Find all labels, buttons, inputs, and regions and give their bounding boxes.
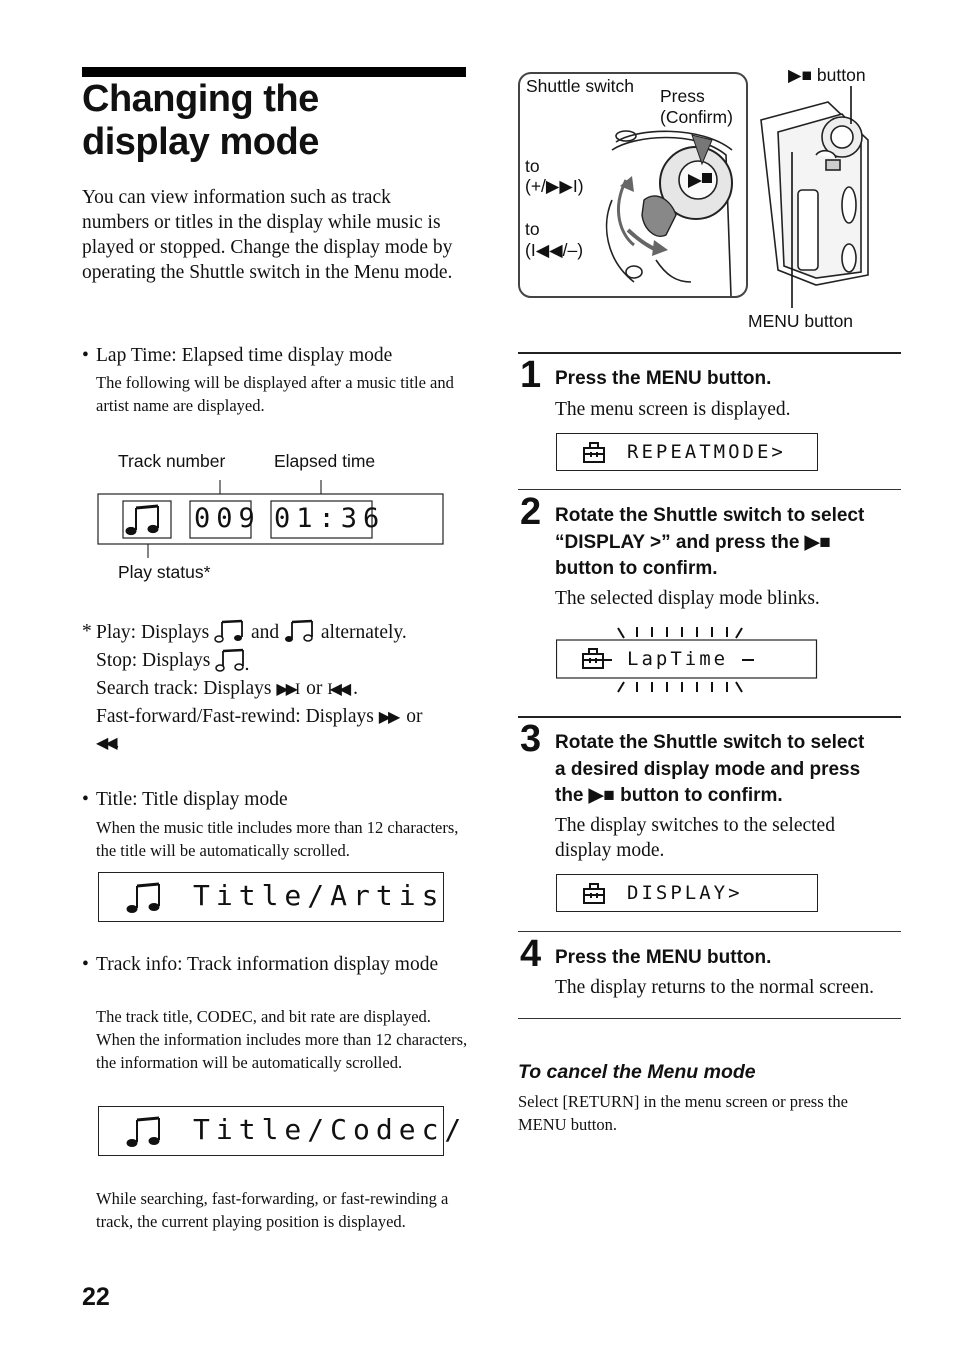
step-4-body: The display returns to the normal screen. — [555, 977, 874, 998]
lap-time-desc: The following will be displayed after a music title and artist name are displayed. — [96, 373, 454, 415]
step-2-body: The selected display mode blinks. — [555, 588, 820, 609]
steps-end-rule — [518, 1018, 901, 1019]
label-elapsed-time: Elapsed time — [274, 451, 376, 471]
step-2-number: 2 — [520, 491, 542, 533]
step-3-lcd — [556, 874, 818, 912]
title-lcd-text: Title/Artis — [193, 879, 445, 912]
title-rule — [82, 67, 466, 77]
step-1-lcd — [556, 433, 818, 471]
label-to-plus: to — [525, 156, 540, 176]
footnote: * Play: Displays and alternately. Stop: Displays Search track: Displays ▶▶I or I◀◀ . Fast-forward/Fast-rewind: Displays ▶▶ or ◀◀. — [82, 621, 423, 753]
prev-track-icon: I◀◀ — [327, 681, 349, 698]
lap-time-lcd-graphic — [96, 476, 448, 566]
title-mode-bullet: • Title: Title display mode — [82, 789, 288, 810]
step-2-rule — [518, 489, 901, 490]
label-play-stop-button: ▶■ button — [788, 65, 866, 85]
step-3-rule — [518, 716, 901, 718]
lap-time-bullet: • Lap Time: Elapsed time display mode — [82, 345, 393, 366]
step-1-number: 1 — [520, 354, 542, 396]
step-1-lcd-text: REPEATMODE> — [627, 441, 786, 463]
step-3-lcd-text: DISPLAY> — [627, 882, 743, 904]
music-note-icon — [125, 1115, 165, 1149]
note-icon-b — [284, 619, 316, 643]
label-plus-next: (+/▶▶I) — [525, 176, 584, 196]
cancel-heading: To cancel the Menu mode — [518, 1061, 756, 1083]
lcd-track-number: 009 — [194, 503, 261, 534]
step-1-rule — [518, 352, 901, 354]
label-play-status: Play status* — [118, 562, 211, 582]
fast-rewind-icon: ◀◀ — [96, 735, 115, 752]
title-lcd — [98, 872, 444, 922]
step-3-number: 3 — [520, 718, 542, 760]
step-4-rule — [518, 931, 901, 932]
label-minus-prev: (I◀◀/–) — [525, 240, 584, 260]
step-1-body: The menu screen is displayed. — [555, 399, 791, 420]
step-3-body: The display switches to the selected display mode. — [555, 815, 835, 861]
step-1-heading: Press the MENU button. — [555, 368, 772, 389]
track-info-lcd — [98, 1106, 468, 1156]
step-4-heading: Press the MENU button. — [555, 947, 772, 968]
label-menu-button: MENU button — [748, 311, 854, 331]
fast-forward-icon: ▶▶ — [378, 709, 398, 726]
step-3-heading: Rotate the Shuttle switch to select a desired display mode and press the ▶■ button to confirm. — [555, 732, 865, 806]
track-info-desc: The track title, CODEC, and bit rate are displayed. When the information includes more than 12 characters, the information will be automatically scrolled. — [96, 1007, 468, 1072]
label-shuttle-switch: Shuttle switch — [526, 76, 634, 96]
track-info-lcd-text: Title/Codec/ — [193, 1113, 468, 1146]
next-track-icon: ▶▶I — [276, 681, 298, 698]
label-confirm: (Confirm) — [660, 107, 733, 127]
label-track-number: Track number — [118, 451, 226, 471]
lcd-elapsed-time: 01:36 — [274, 503, 386, 534]
toolbox-icon — [582, 883, 606, 905]
intro-paragraph: You can view information such as track numbers or titles in the display while music is played or stopped. Change the display mode by operating the Shuttle switch in the Menu mode. — [82, 187, 453, 283]
toolbox-icon — [582, 442, 606, 464]
music-note-icon — [125, 881, 165, 915]
note-icon-a — [214, 619, 246, 643]
cancel-body: Select [RETURN] in the menu screen or press the MENU button. — [518, 1092, 848, 1134]
note-icon-stop — [215, 648, 249, 672]
searching-note: While searching, fast-forwarding, or fast-rewinding a track, the current playing position is displayed. — [96, 1189, 449, 1231]
page-number: 22 — [82, 1283, 110, 1311]
step-2-heading: Rotate the Shuttle switch to select “DISPLAY >” and press the ▶■ button to confirm. — [555, 505, 865, 579]
step-2-lcd-text: LapTime — [627, 648, 729, 670]
label-press: Press — [660, 86, 705, 106]
device-diagram — [516, 60, 906, 340]
step-4-number: 4 — [520, 933, 542, 975]
title-mode-desc: When the music title includes more than 12 characters, the title will be automatically scrolled. — [96, 818, 459, 860]
page-title: Changing the display mode — [82, 78, 319, 163]
track-info-bullet: • Track info: Track information display mode — [82, 954, 439, 975]
label-to-minus: to — [525, 219, 540, 239]
